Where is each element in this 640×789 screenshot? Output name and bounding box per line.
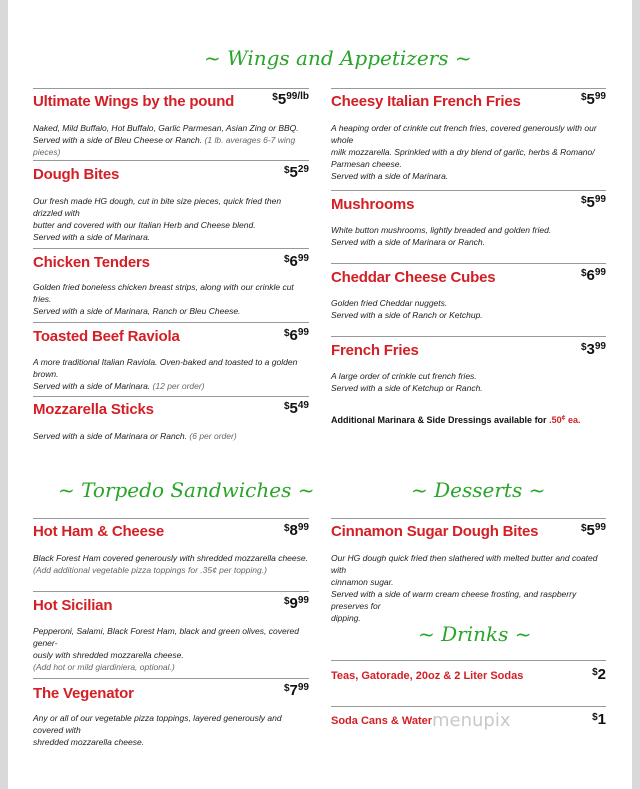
item-description: A more traditional Italian Raviola. Oven-baked and toasted to a golden brown. Served with a side of Marinara. (12 per order) bbox=[33, 357, 298, 391]
item-price: $^{\$}5^{99}$ bbox=[580, 522, 606, 539]
item-description: Any or all of our vegetable pizza toppings, layered generously and covered with shredded mozzarella cheese. bbox=[33, 713, 282, 747]
desserts-section-title: ~ Desserts ~ bbox=[411, 478, 546, 502]
item-description: A heaping order of crinkle cut french fries, covered generously with our whole milk mozzarella. Sprinkled with a dry blend of garlic, herbs & Romano/ Parmesan cheese. Served with a side of Marinara. bbox=[331, 123, 597, 181]
item-price: $^{\$}6^{99}$ bbox=[283, 253, 309, 270]
item-description: Golden fried boneless chicken breast strips, along with our crinkle cut fries. Served with a side of Marinara, Ranch or Bleu Cheese. bbox=[33, 282, 294, 316]
divider bbox=[331, 660, 606, 661]
menu-item-the-vegenator bbox=[33, 678, 309, 748]
torpedo-section-title: ~ Torpedo Sandwiches ~ bbox=[58, 478, 315, 502]
item-name: Cheddar Cheese Cubes bbox=[331, 269, 496, 286]
item-description: A large order of crinkle cut french fries. Served with a side of Ketchup or Ranch. bbox=[331, 371, 483, 393]
menu-item-cheddar-cheese-cubes bbox=[331, 263, 606, 329]
menu-item-toasted-beef-raviola bbox=[33, 322, 309, 391]
divider bbox=[33, 88, 309, 89]
divider bbox=[33, 591, 309, 592]
divider bbox=[331, 88, 606, 89]
divider bbox=[33, 248, 309, 249]
item-description: White button mushrooms, lightly breaded and golden fried. Served with a side of Marinara or Ranch. bbox=[331, 225, 552, 247]
divider bbox=[33, 160, 309, 161]
divider bbox=[33, 396, 309, 397]
item-price: $^{\$}7^{99}$ bbox=[283, 682, 309, 699]
divider bbox=[331, 518, 606, 519]
item-price: $^{\$}5^{99}$ bbox=[580, 91, 606, 108]
item-price: $^{\$}5^{49}$ bbox=[283, 400, 309, 417]
item-name: Chicken Tenders bbox=[33, 254, 150, 271]
menu-item-ultimate-wings bbox=[33, 88, 309, 158]
extra-sides-note: Additional Marinara & Side Dressings available for .50¢ ea. bbox=[331, 415, 581, 425]
divider bbox=[33, 518, 309, 519]
item-name: Mozzarella Sticks bbox=[33, 401, 154, 418]
item-price: $2 bbox=[592, 666, 606, 683]
item-name: Cheesy Italian French Fries bbox=[331, 93, 521, 110]
item-price: $^{\$}6^{99}$ bbox=[283, 327, 309, 344]
menu-item-chicken-tenders bbox=[33, 248, 309, 314]
item-price: $^{\$}5^{99}$ bbox=[580, 194, 606, 211]
menu-item-dough-bites bbox=[33, 160, 309, 240]
item-description: Black Forest Ham covered generously with shredded mozzarella cheese. (Add additional vegetable pizza toppings for .35¢ per topping.) bbox=[33, 553, 308, 575]
item-name: Soda Cans & Water bbox=[331, 715, 433, 727]
item-name: Teas, Gatorade, 20oz & 2 Liter Sodas bbox=[331, 670, 524, 682]
menu-item-cheesy-italian-fries bbox=[331, 88, 606, 184]
menu-item-hot-sicilian bbox=[33, 591, 309, 671]
item-description: Our HG dough quick fried then slathered with melted butter and coated with cinnamon sugar. Served with a side of warm cream cheese frosting, and raspberry preserves for dipping. bbox=[331, 553, 598, 623]
item-name: Mushrooms bbox=[331, 196, 415, 213]
item-name: Toasted Beef Raviola bbox=[33, 328, 180, 345]
item-description: Served with a side of Marinara or Ranch. (6 per order) bbox=[33, 431, 237, 441]
item-price: $^{\$}9^{99}$ bbox=[283, 595, 309, 612]
item-price: $^{\$}5^{99/lb}$ bbox=[272, 91, 309, 108]
divider bbox=[331, 190, 606, 191]
menu-item-teas-gatorade-sodas bbox=[331, 660, 606, 700]
menu-item-hot-ham-cheese bbox=[33, 518, 309, 588]
divider bbox=[331, 706, 606, 707]
item-price: $^{\$}6^{99}$ bbox=[580, 267, 606, 284]
menu-page bbox=[8, 0, 632, 789]
item-description: Golden fried Cheddar nuggets. Served with a side of Ranch or Ketchup. bbox=[331, 298, 483, 320]
item-price: $^{\$}5^{29}$ bbox=[283, 164, 309, 181]
divider bbox=[331, 336, 606, 337]
item-name: French Fries bbox=[331, 342, 419, 359]
menu-item-mozzarella-sticks bbox=[33, 396, 309, 446]
item-description: Naked, Mild Buffalo, Hot Buffalo, Garlic Parmesan, Asian Zing or BBQ. Served with a side of Bleu Cheese or Ranch. (1 lb. averages 6-7 wing pieces) bbox=[33, 123, 299, 157]
divider bbox=[33, 322, 309, 323]
item-name: The Vegenator bbox=[33, 685, 134, 702]
item-name: Hot Sicilian bbox=[33, 597, 113, 614]
item-price: $1 bbox=[592, 711, 606, 728]
drinks-section-title: ~ Drinks ~ bbox=[418, 622, 532, 646]
divider bbox=[33, 678, 309, 679]
divider bbox=[331, 263, 606, 264]
item-name: Hot Ham & Cheese bbox=[33, 523, 165, 540]
item-name: Ultimate Wings by the pound bbox=[33, 93, 235, 110]
item-description: Pepperoni, Salami, Black Forest Ham, black and green olives, covered gener- ously with shredded mozzarella cheese. (Add hot or mild giardiniera, optional.) bbox=[33, 626, 299, 672]
wings-section-title: ~ Wings and Appetizers ~ bbox=[204, 46, 472, 70]
item-price: $^{\$}8^{99}$ bbox=[283, 522, 309, 539]
item-name: Dough Bites bbox=[33, 166, 120, 183]
menu-item-french-fries bbox=[331, 336, 606, 402]
item-price: $^{\$}3^{99}$ bbox=[580, 341, 606, 358]
menu-item-mushrooms bbox=[331, 190, 606, 256]
menu-item-cinnamon-sugar-dough-bites bbox=[331, 518, 606, 623]
item-name: Cinnamon Sugar Dough Bites bbox=[331, 523, 539, 540]
menupix-watermark: menupix bbox=[432, 710, 511, 731]
item-description: Our fresh made HG dough, cut in bite size pieces, quick fried then drizzled with butter and covered with our Italian Herb and Cheese blend. Served with a side of Marinara. bbox=[33, 196, 282, 242]
